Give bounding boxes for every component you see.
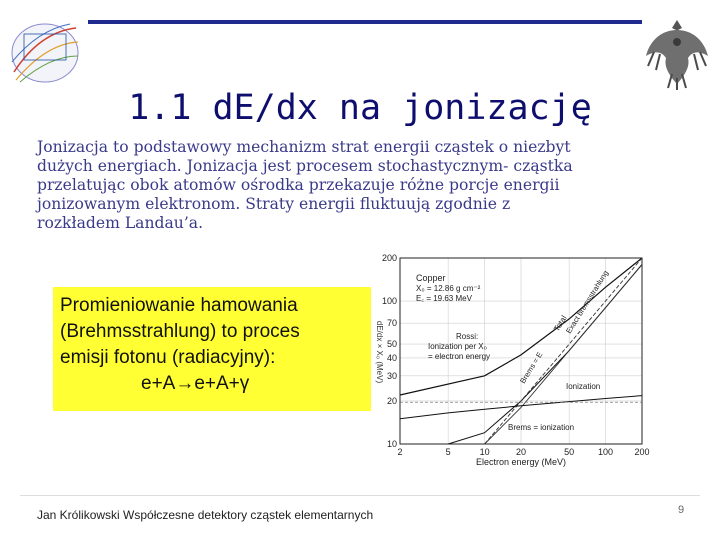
x-tick-label: 10 — [479, 447, 490, 457]
callout-line: (Brehmsstrahlung) to proces — [60, 321, 300, 342]
y-tick-label: 200 — [381, 253, 397, 263]
annotation-total: Total — [552, 313, 569, 334]
callout-formula: e+A→e+A+γ — [141, 373, 250, 394]
y-tick-label: 10 — [386, 439, 397, 449]
footer-text: Jan Królikowski Współczesne detektory cząstek elementarnych — [37, 508, 374, 522]
body-line: przelatując obok atomów ośrodka przekazuje różne porcje energii — [37, 176, 560, 194]
title-rule — [88, 20, 642, 24]
body-line: jonizowanym elektronom. Straty energii fluktuują zgodnie z — [37, 195, 511, 213]
x-tick-label: 20 — [515, 447, 527, 457]
slide-title: 1.1 dE/dx na jonizację — [128, 88, 592, 128]
annotation-brems-ionization: Brems = ionization — [508, 423, 575, 432]
y-tick-label: 50 — [386, 339, 397, 350]
y-tick-label: 100 — [381, 296, 397, 307]
callout-line: Promieniowanie hamowania — [60, 295, 298, 316]
annotation-brems-e: Brems = E — [518, 350, 545, 386]
series-rossi-ionization-per-x0-electron-energy — [485, 265, 642, 445]
bremsstrahlung-callout — [53, 287, 371, 411]
annotation-rossi-2: Ionization per X₀ — [428, 342, 487, 351]
annotation-rossi-1: Rossi: — [456, 332, 479, 341]
y-tick-label: 40 — [386, 352, 397, 363]
annotation-ionization: Ionization — [566, 382, 601, 391]
callout-line: emisji fotonu (radiacyjny): — [60, 347, 276, 368]
body-line: dużych energiach. Jonizacja jest procesem stochastycznym- cząstka — [37, 157, 573, 175]
cms-logo-icon — [10, 22, 80, 84]
x-tick-label: 200 — [634, 447, 650, 457]
body-line: rozkładem Landau’a. — [37, 214, 204, 232]
legend-x0: X₀ = 12.86 g cm⁻² — [416, 284, 481, 293]
legend-copper: Copper — [416, 273, 446, 283]
y-tick-label: 30 — [386, 370, 397, 381]
x-tick-label: 5 — [445, 447, 451, 457]
x-axis-label: Electron energy (MeV) — [475, 457, 567, 467]
energy-loss-chart — [368, 252, 653, 467]
y-tick-label: 20 — [386, 395, 397, 406]
annotation-rossi-3: = electron energy — [428, 352, 491, 361]
footer-rule — [20, 495, 700, 496]
annotation-exact-brems: Exact bremsstrahlung — [564, 268, 611, 336]
x-tick-label: 50 — [564, 447, 575, 457]
y-axis-label: dE/dx × X₀ (MeV) — [375, 320, 384, 384]
body-paragraph — [37, 138, 677, 233]
x-tick-label: 100 — [598, 447, 614, 457]
y-tick-label: 70 — [386, 318, 397, 329]
eagle-emblem-icon — [642, 12, 712, 92]
x-tick-label: 2 — [397, 447, 403, 457]
legend-ec: E꜀ = 19.63 MeV — [416, 294, 472, 303]
series-brems-e — [485, 258, 642, 444]
slide-number: 9 — [678, 504, 685, 516]
body-line: Jonizacja to podstawowy mechanizm strat energii cząstek o niezbyt — [37, 138, 571, 156]
